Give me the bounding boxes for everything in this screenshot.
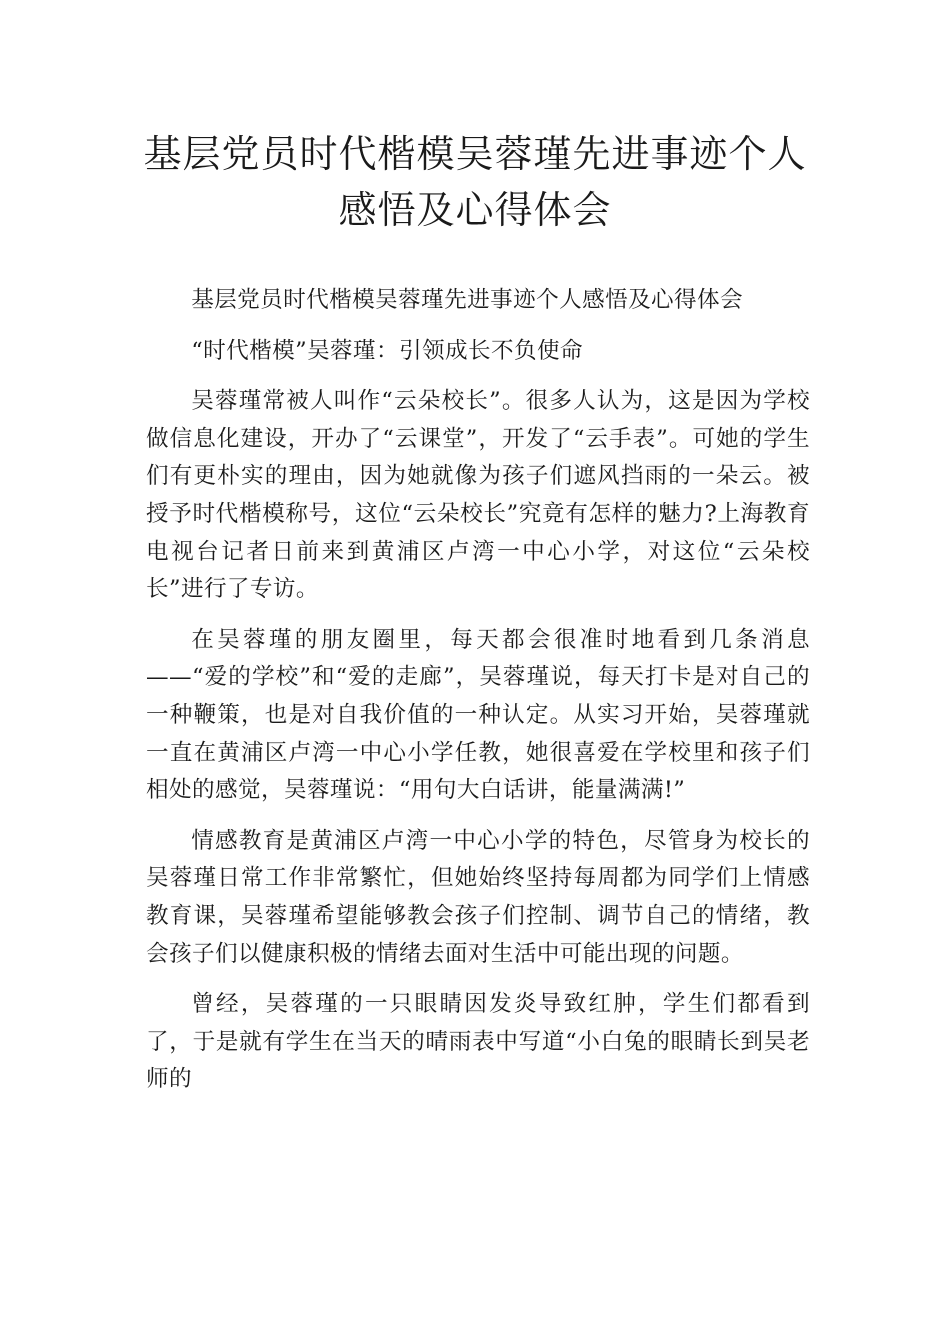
body-paragraph: 情感教育是黄浦区卢湾一中心小学的特色，尽管身为校长的吴蓉瑾日常工作非常繁忙，但她始终坚持每周都为同学们上情感教育课，吴蓉瑾希望能够教会孩子们控制、调节自己的情绪，教会孩子们以健康积极的情绪去面对生活中可能出现的问题。 [146,827,810,967]
body-paragraph: 曾经，吴蓉瑾的一只眼睛因发炎导致红肿，学生们都看到了，于是就有学生在当天的晴雨表中写道“小白兔的眼睛长到吴老师的 [146,991,810,1093]
body-paragraph: 在吴蓉瑾的朋友圈里，每天都会很准时地看到几条消息——“爱的学校”和“爱的走廊”，吴蓉瑾说，每天打卡是对自己的一种鞭策，也是对自我价值的一种认定。从实习开始，吴蓉瑾就一直在黄浦区卢湾一中心小学任教，她很喜爱在学校里和孩子们相处的感觉，吴蓉瑾说：“用句大白话讲，能量满满!” [146,626,810,804]
title-line-2: 感悟及心得体会 [338,188,612,232]
title-line-1: 基层党员时代楷模吴蓉瑾先进事迹个人 [143,132,807,176]
body-paragraph: 吴蓉瑾常被人叫作“云朵校长”。很多人认为，这是因为学校做信息化建设，开办了“云课堂”，开发了“云手表”。可她的学生们有更朴实的理由，因为她就像为孩子们遮风挡雨的一朵云。被授予时代楷模称号，这位“云朵校长”究竟有怎样的魅力?上海教育电视台记者日前来到黄浦区卢湾一中心小学，对这位“云朵校长”进行了专访。 [146,388,810,603]
headline-paragraph: “时代楷模”吴蓉瑾：引领成长不负使命 [191,337,583,364]
document-title [120,126,830,238]
subtitle-paragraph: 基层党员时代楷模吴蓉瑾先进事迹个人感悟及心得体会 [191,287,744,313]
document-body [146,282,810,1112]
